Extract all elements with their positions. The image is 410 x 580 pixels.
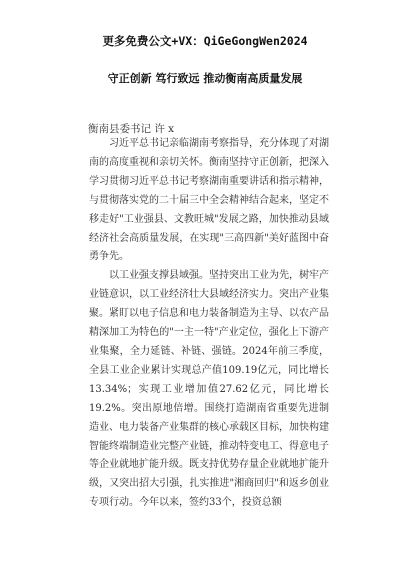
document-title: 守正创新 笃行致远 推动衡南高质量发展	[107, 72, 303, 85]
document-body	[89, 135, 329, 580]
paragraph-2: 以工业强支撑县域强。坚持突出工业为先，树牢产业链意识，以工业经济壮大县域经济实力。突出产业集聚。紧盯以电子信息和电力装备制造为主导、以农产品精深加工为特色的"一主一特"产业定位，强化上下游产业集聚，全力延链、补链、强链。2024年前三季度，全县工业企业累计实现总产值109.19亿元，同比增长13.34%；实现工业增加值27.62亿元，同比增长19.2%。突出原地倍增。围绕打造湖南省重要先进制造业、电力装备产业集群的核心承载区目标，加快构建智能终端制造业完整产业链，推动特变电工、得意电子等企业就地扩能升级。既支持优势存量企业就地扩能升级，又突出招大引强，扎实推进"湘商回归"和返乡创业专项行动。今年以来，签约33个，投资总额	[89, 270, 329, 509]
paragraph-1: 习近平总书记亲临湖南考察指导，充分体现了对湖南的高度重视和亲切关怀。衡南坚持守正创新，把深入学习贯彻习近平总书记考察湖南重要讲话和指示精神，与贯彻落实党的二十届三中全会精神结合起来，坚定不移走好"工业强县、文教旺城"发展之路，加快推动县域经济社会高质量发展，在实现"三高四新"美好蓝图中奋勇争先。	[89, 138, 329, 263]
header-note: 更多免费公文+VX：QiGeGongWen2024	[102, 34, 308, 48]
author-byline: 衡南县委书记 许 x	[88, 123, 175, 135]
